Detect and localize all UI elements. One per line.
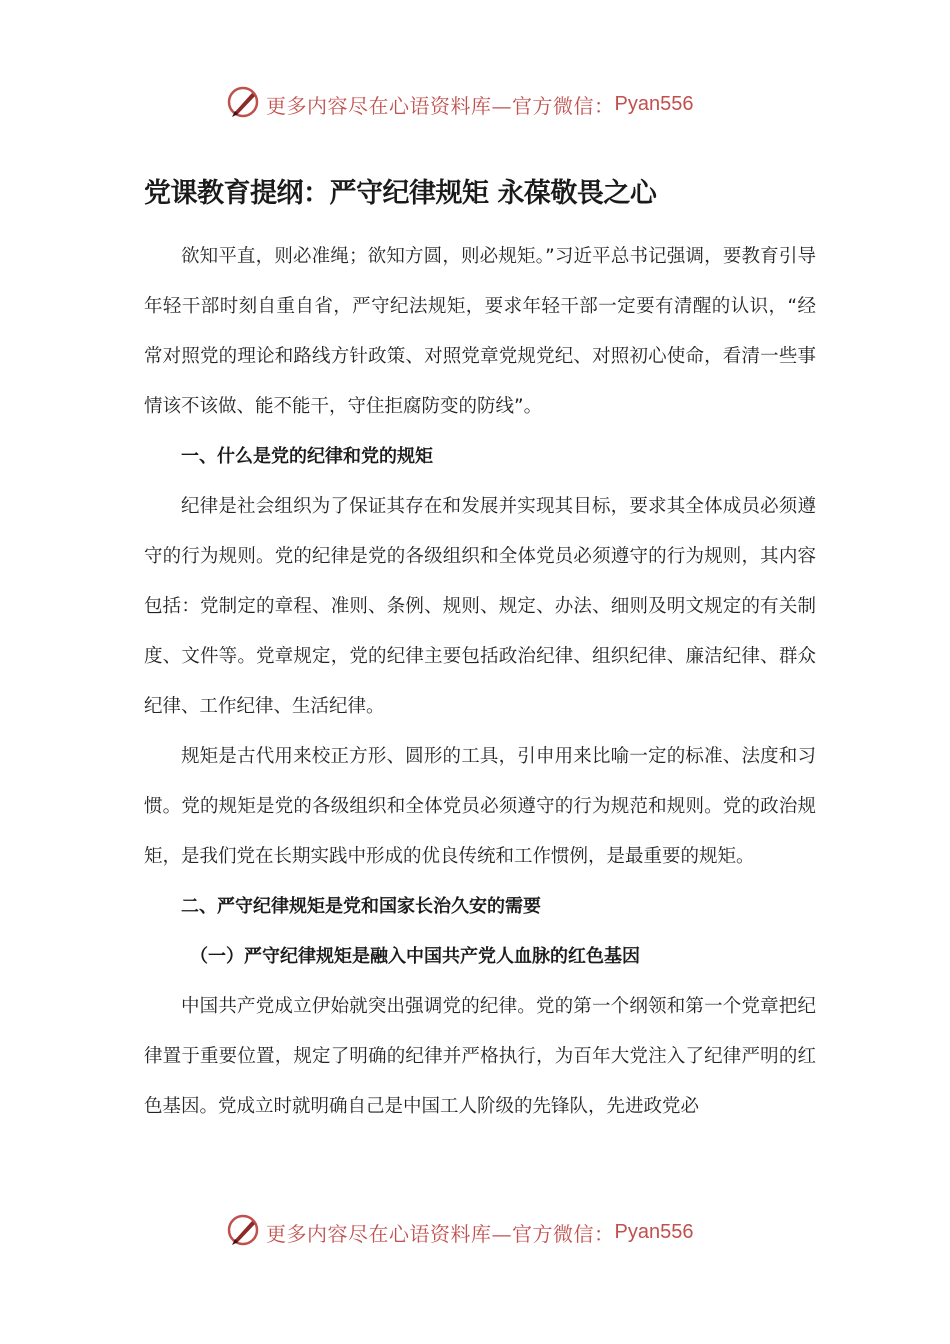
- watermark-text: 更多内容尽在心语资料库—官方微信：: [266, 93, 615, 118]
- section-1-paragraph-2: 规矩是古代用来校正方形、圆形的工具，引申用来比喻一定的标准、法度和习惯。党的规矩是党的各级组织和全体党员必须遵守的行为规范和规则。党的政治规矩，是我们党在长期实践中形成的优良传统和工作惯例，是最重要的规矩。: [144, 746, 816, 867]
- watermark-text: 更多内容尽在心语资料库—官方微信：: [266, 1221, 615, 1246]
- section-2-heading: 二、严守纪律规矩是党和国家长治久安的需要: [181, 896, 541, 917]
- intro-paragraph: 欲知平直，则必准绳；欲知方圆，则必规矩。”习近平总书记强调，要教育引导年轻干部时刻自重自省，严守纪法规矩，要求年轻干部一定要有清醒的认识，“经常对照党的理论和路线方针政策、对照党章党规党纪、对照初心使命，看清一些事情该不该做、能不能干，守住拒腐防变的防线”。: [144, 246, 816, 417]
- section-2-subheading-1: （一）严守纪律规矩是融入中国共产党人血脉的红色基因: [190, 946, 640, 967]
- pen-logo-icon: [226, 1213, 260, 1252]
- document-title: 党课教育提纲：严守纪律规矩 永葆敬畏之心: [144, 178, 657, 209]
- document-body: [144, 170, 816, 1132]
- footer-watermark: [226, 1212, 693, 1252]
- section-1-paragraph-1: 纪律是社会组织为了保证其存在和发展并实现其目标，要求其全体成员必须遵守的行为规则。党的纪律是党的各级组织和全体党员必须遵守的行为规则，其内容包括：党制定的章程、准则、条例、规则、规定、办法、细则及明文规定的有关制度、文件等。党章规定，党的纪律主要包括政治纪律、组织纪律、廉洁纪律、群众纪律、工作纪律、生活纪律。: [144, 496, 816, 717]
- watermark-wechat-id: Pyan556: [614, 1220, 694, 1243]
- watermark-wechat-id: Pyan556: [614, 92, 694, 115]
- header-watermark: [226, 84, 693, 124]
- section-2-paragraph-1: 中国共产党成立伊始就突出强调党的纪律。党的第一个纲领和第一个党章把纪律置于重要位置，规定了明确的纪律并严格执行，为百年大党注入了纪律严明的红色基因。党成立时就明确自己是中国工人阶级的先锋队，先进政党必: [144, 996, 816, 1117]
- pen-logo-icon: [226, 85, 260, 124]
- section-1-heading: 一、什么是党的纪律和党的规矩: [181, 446, 433, 467]
